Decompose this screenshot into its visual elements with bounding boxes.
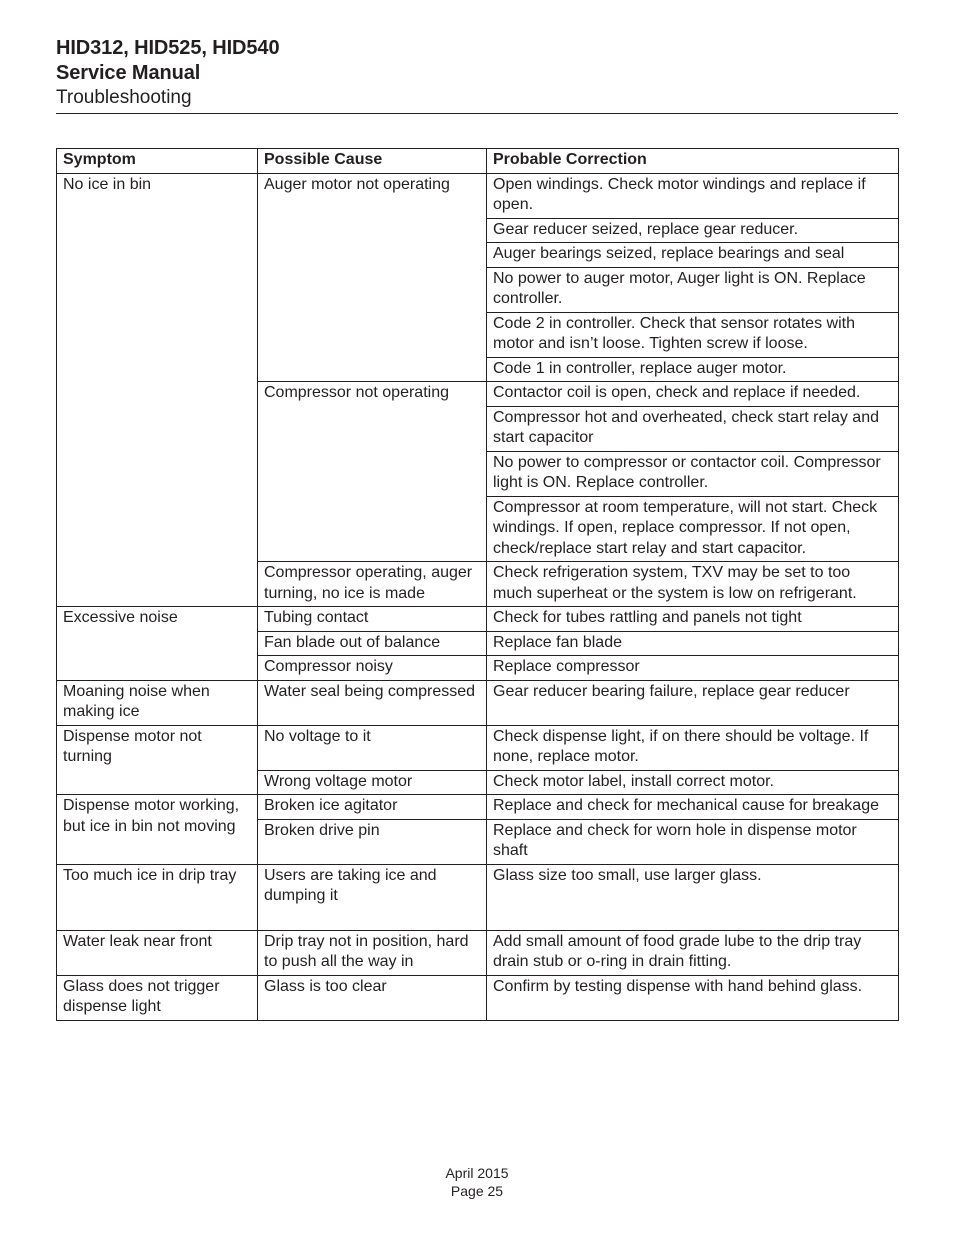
cause-cell: Fan blade out of balance [258, 631, 487, 656]
correction-cell: Replace compressor [487, 656, 899, 681]
troubleshooting-table [56, 148, 899, 1021]
correction-cell: Compressor at room temperature, will not start. Check windings. If open, replace compressor. If not open, check/replace start relay and start capacitor. [487, 496, 899, 562]
cause-cell: Broken drive pin [258, 819, 487, 864]
symptom-cell: Excessive noise [57, 607, 258, 681]
table-row [57, 930, 899, 975]
correction-cell: Auger bearings seized, replace bearings and seal [487, 243, 899, 268]
page-header [56, 36, 898, 110]
correction-cell: Replace and check for mechanical cause for breakage [487, 795, 899, 820]
symptom-cell: Water leak near front [57, 930, 258, 975]
cause-cell: Water seal being compressed [258, 680, 487, 725]
manual-title: Service Manual [56, 62, 201, 84]
symptom-cell: Dispense motor working, but ice in bin not moving [57, 795, 258, 865]
page-number: Page 25 [450, 1183, 504, 1199]
column-header-possible-cause: Possible Cause [258, 149, 487, 174]
model-title: HID312, HID525, HID540 [56, 37, 280, 59]
correction-cell: Open windings. Check motor windings and replace if open. [487, 173, 899, 218]
footer-date: April 2015 [445, 1165, 509, 1181]
table-row [57, 173, 899, 218]
symptom-cell: Moaning noise when making ice [57, 680, 258, 725]
correction-cell: Replace and check for worn hole in dispense motor shaft [487, 819, 899, 864]
correction-cell: Code 1 in controller, replace auger motor. [487, 357, 899, 382]
column-header-probable-correction: Probable Correction [487, 149, 899, 174]
table-row [57, 864, 899, 930]
table-row [57, 607, 899, 632]
cause-cell: No voltage to it [258, 725, 487, 770]
correction-cell: No power to compressor or contactor coil. Compressor light is ON. Replace controller. [487, 451, 899, 496]
correction-cell: Check refrigeration system, TXV may be set to too much superheat or the system is low on refrigerant. [487, 562, 899, 607]
correction-cell: Check dispense light, if on there should be voltage. If none, replace motor. [487, 725, 899, 770]
symptom-cell: Glass does not trigger dispense light [57, 975, 258, 1020]
cause-cell: Broken ice agitator [258, 795, 487, 820]
symptom-cell: Dispense motor not turning [57, 725, 258, 795]
cause-cell: Compressor noisy [258, 656, 487, 681]
cause-cell: Wrong voltage motor [258, 770, 487, 795]
table-row [57, 975, 899, 1020]
correction-cell: Confirm by testing dispense with hand behind glass. [487, 975, 899, 1020]
table-row [57, 680, 899, 725]
correction-cell: Check motor label, install correct motor. [487, 770, 899, 795]
symptom-cell: No ice in bin [57, 173, 258, 607]
table-row [57, 725, 899, 770]
column-header-symptom: Symptom [57, 149, 258, 174]
correction-cell: Check for tubes rattling and panels not tight [487, 607, 899, 632]
symptom-cell: Too much ice in drip tray [57, 864, 258, 930]
correction-cell: Add small amount of food grade lube to the drip tray drain stub or o-ring in drain fitting. [487, 930, 899, 975]
cause-cell: Tubing contact [258, 607, 487, 632]
correction-cell: Gear reducer bearing failure, replace gear reducer [487, 680, 899, 725]
correction-cell: Gear reducer seized, replace gear reducer. [487, 218, 899, 243]
header-divider [56, 113, 898, 114]
cause-cell: Auger motor not operating [258, 173, 487, 382]
correction-cell: Code 2 in controller. Check that sensor rotates with motor and isn’t loose. Tighten screw if loose. [487, 312, 899, 357]
cause-cell: Glass is too clear [258, 975, 487, 1020]
cause-cell: Drip tray not in position, hard to push all the way in [258, 930, 487, 975]
correction-cell: Glass size too small, use larger glass. [487, 864, 899, 930]
table-row [57, 795, 899, 820]
correction-cell: Contactor coil is open, check and replace if needed. [487, 382, 899, 407]
correction-cell: No power to auger motor, Auger light is ON. Replace controller. [487, 267, 899, 312]
correction-cell: Compressor hot and overheated, check start relay and start capacitor [487, 406, 899, 451]
table-header-row [57, 149, 899, 174]
section-title: Troubleshooting [56, 87, 192, 108]
cause-cell: Users are taking ice and dumping it [258, 864, 487, 930]
cause-cell: Compressor operating, auger turning, no ice is made [258, 562, 487, 607]
cause-cell: Compressor not operating [258, 382, 487, 562]
correction-cell: Replace fan blade [487, 631, 899, 656]
